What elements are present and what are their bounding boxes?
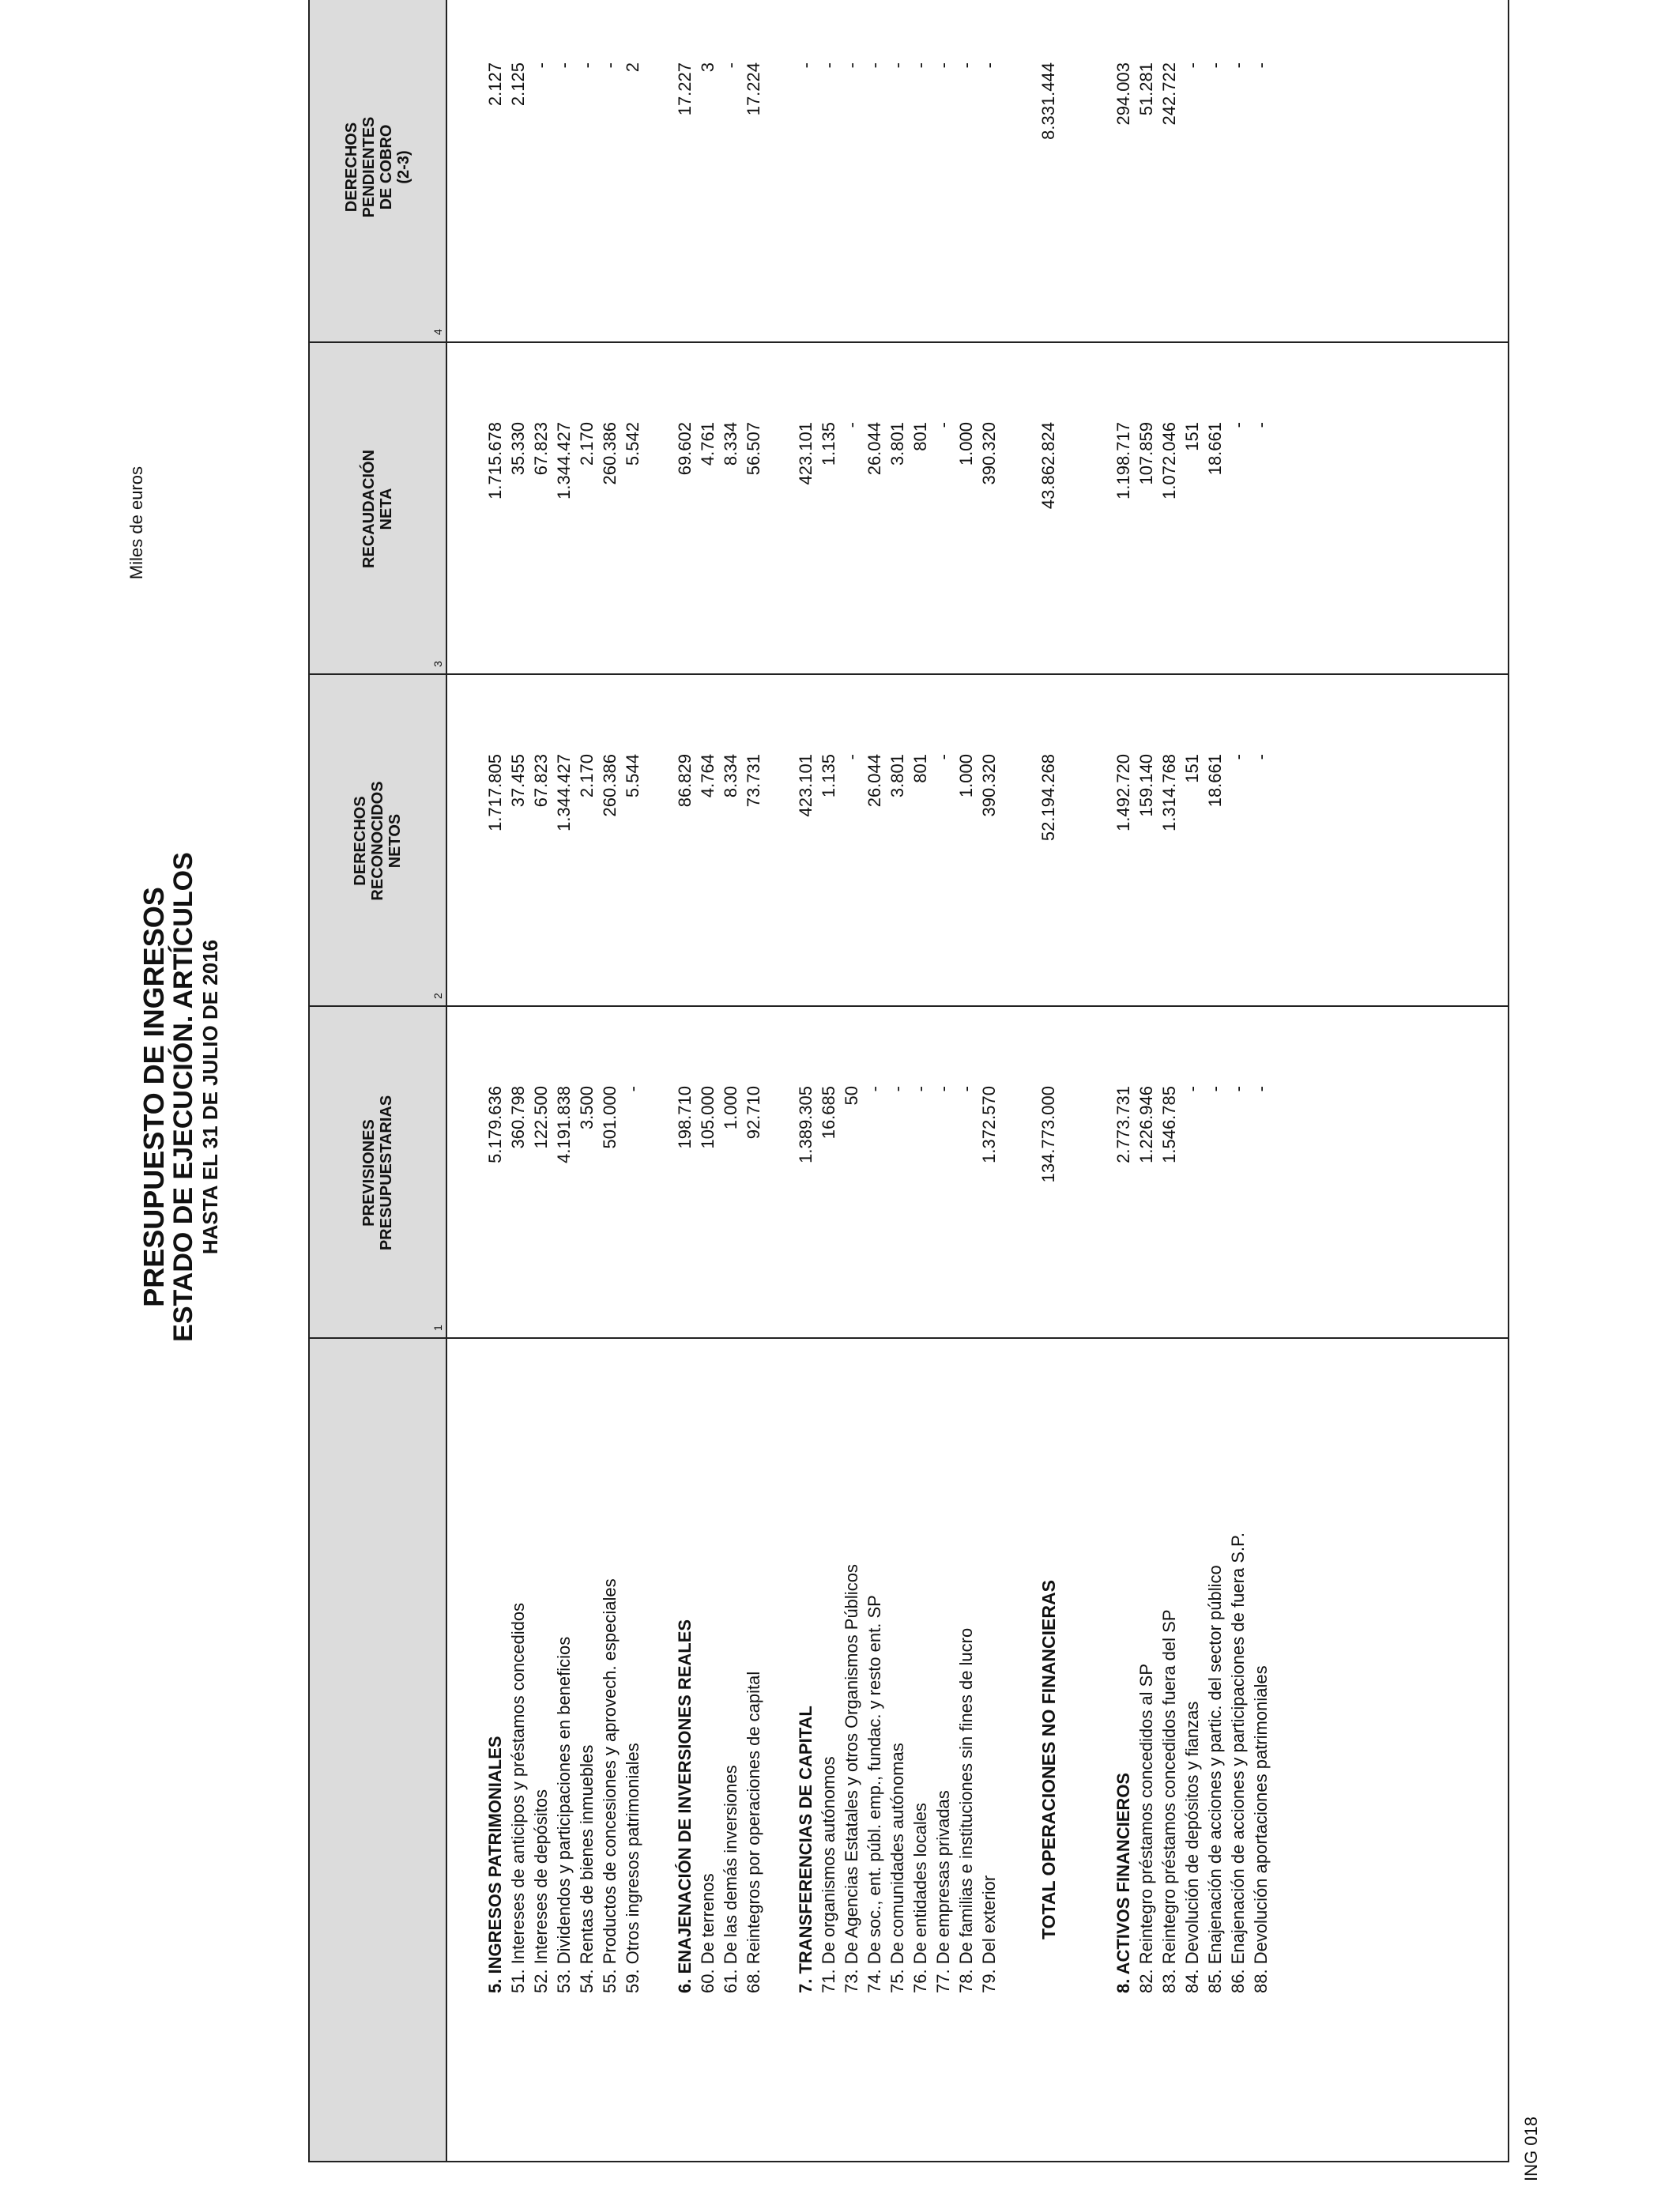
table-row — [719, 0, 743, 2161]
row-label: 7. TRANSFERENCIAS DE CAPITAL — [796, 1706, 816, 1993]
cell-value-col2: 1.314.768 — [1159, 754, 1179, 831]
cell-value-col2: 67.823 — [531, 754, 551, 808]
table-row — [1226, 0, 1250, 2161]
row-label: 79. Del exterior — [979, 1875, 999, 1993]
cell-value-col4: 8.331.444 — [1038, 62, 1058, 140]
table-row — [1181, 0, 1204, 2161]
cell-value-col4: - — [1205, 62, 1225, 69]
cell-value-col1: - — [956, 1086, 976, 1092]
row-label: 78. De familias e instituciones sin fines de lucro — [956, 1627, 976, 1993]
cell-value-col3: 69.602 — [675, 422, 695, 476]
row-label: 84. Devolución de depósitos y fianzas — [1182, 1701, 1202, 1993]
table-row — [1135, 0, 1158, 2161]
section-row — [484, 0, 507, 2161]
cell-value-col1: 1.000 — [721, 1086, 740, 1130]
cell-value-col3: 5.542 — [623, 422, 642, 466]
cell-value-col1: 4.191.838 — [554, 1086, 574, 1163]
table-row — [1203, 0, 1227, 2161]
row-label: 60. De terrenos — [698, 1873, 718, 1993]
table-row — [932, 0, 955, 2161]
cell-value-col3: 390.320 — [979, 422, 999, 485]
table-row — [840, 0, 864, 2161]
cell-value-col3: 801 — [910, 422, 930, 451]
cell-value-col3: 43.862.824 — [1038, 422, 1058, 510]
cell-value-col3: - — [1228, 422, 1248, 428]
cell-value-col3: 56.507 — [744, 422, 763, 476]
cell-value-col4: - — [864, 62, 884, 69]
cell-value-col1: - — [910, 1086, 930, 1092]
cell-value-col4: - — [796, 62, 816, 69]
column-number: 3 — [431, 661, 444, 667]
cell-value-col2: - — [933, 754, 953, 760]
cell-value-col1: - — [1228, 1086, 1248, 1092]
cell-value-col2: 1.717.805 — [485, 754, 505, 831]
total-row — [1037, 0, 1060, 2161]
row-label: 86. Enajenación de acciones y participaciones de fuera S.P. — [1228, 1532, 1248, 1993]
cell-value-col2: 52.194.268 — [1038, 754, 1058, 842]
cell-value-col2: 151 — [1182, 754, 1202, 783]
cell-value-col2: 37.455 — [508, 754, 528, 808]
cell-value-col1: - — [933, 1086, 953, 1092]
cell-value-col1: 3.500 — [577, 1086, 597, 1130]
cell-value-col4: - — [910, 62, 930, 69]
cell-value-col3: 260.386 — [600, 422, 620, 485]
cell-value-col1: 122.500 — [531, 1086, 551, 1149]
cell-value-col1: - — [1182, 1086, 1202, 1092]
cell-value-col1: 50 — [842, 1086, 861, 1106]
cell-value-col3: 26.044 — [864, 422, 884, 476]
cell-value-col4: - — [721, 62, 740, 69]
cell-value-col2: 1.000 — [956, 754, 976, 798]
cell-value-col1: 1.546.785 — [1159, 1086, 1179, 1163]
section-row — [673, 0, 697, 2161]
table-row — [529, 0, 553, 2161]
cell-value-col1: 92.710 — [744, 1086, 763, 1140]
cell-value-col3: 423.101 — [796, 422, 816, 485]
row-label: 74. De soc., ent. públ. emp., fundac. y resto ent. SP — [864, 1595, 884, 1993]
table-row — [977, 0, 1001, 2161]
cell-value-col1: - — [864, 1086, 884, 1092]
row-label: 51. Intereses de anticipos y préstamos concedidos — [508, 1602, 528, 1993]
cell-value-col2: 3.801 — [887, 754, 907, 798]
cell-value-col3: 1.000 — [956, 422, 976, 466]
row-label: 59. Otros ingresos patrimoniales — [623, 1743, 642, 1993]
table-row — [598, 0, 622, 2161]
cell-value-col3: - — [842, 422, 861, 428]
column-header-previsiones: PREVISIONES PRESUPUESTARIAS — [360, 1095, 395, 1251]
section-row — [1112, 0, 1136, 2161]
row-label: 5. INGRESOS PATRIMONIALES — [485, 1736, 505, 1993]
cell-value-col3: 107.859 — [1136, 422, 1156, 485]
cell-value-col4: - — [887, 62, 907, 69]
cell-value-col3: - — [933, 422, 953, 428]
document-code: ING 018 — [1521, 2117, 1541, 2181]
report-subtitle: ESTADO DE EJECUCIÓN. ARTÍCULOS — [168, 852, 198, 1342]
cell-value-col4: - — [956, 62, 976, 69]
table-row — [742, 0, 766, 2161]
cell-value-col2: 260.386 — [600, 754, 620, 817]
cell-value-col3: 1.135 — [819, 422, 838, 466]
cell-value-col3: 8.334 — [721, 422, 740, 466]
cell-value-col2: 26.044 — [864, 754, 884, 808]
column-header-recaudacion: RECAUDACIÓN NETA — [360, 450, 395, 568]
table-row — [1158, 0, 1181, 2161]
table-row — [955, 0, 978, 2161]
cell-value-col2: - — [1228, 754, 1248, 760]
cell-value-col4: 2.127 — [485, 62, 505, 107]
cell-value-col1: - — [1205, 1086, 1225, 1092]
cell-value-col4: 242.722 — [1159, 62, 1179, 126]
cell-value-col2: 73.731 — [744, 754, 763, 808]
header-divider — [446, 0, 447, 2161]
cell-value-col2: 2.170 — [577, 754, 597, 798]
row-label: 54. Rentas de bienes inmuebles — [577, 1744, 597, 1993]
cell-value-col4: - — [554, 62, 574, 69]
row-label: 76. De entidades locales — [910, 1803, 930, 1993]
cell-value-col2: 390.320 — [979, 754, 999, 817]
table-row — [1249, 0, 1273, 2161]
cell-value-col1: 1.226.946 — [1136, 1086, 1156, 1163]
row-label: 77. De empresas privadas — [933, 1790, 953, 1993]
cell-value-col3: 1.198.717 — [1113, 422, 1133, 499]
report-date-line: HASTA EL 31 DE JULIO DE 2016 — [198, 939, 222, 1255]
column-number: 4 — [431, 329, 444, 335]
cell-value-col2: 159.140 — [1136, 754, 1156, 817]
column-header-derechos-reconocidos: DERECHOS RECONOCIDOS NETOS — [352, 781, 404, 901]
cell-value-col2: 5.544 — [623, 754, 642, 798]
units-label: Miles de euros — [126, 466, 146, 580]
cell-value-col1: 5.179.636 — [485, 1086, 505, 1163]
column-header-pendientes: DERECHOS PENDIENTES DE COBRO (2-3) — [343, 116, 412, 218]
cell-value-col3: - — [1251, 422, 1271, 428]
cell-value-col4: 17.227 — [675, 62, 695, 116]
cell-value-col1: 198.710 — [675, 1086, 695, 1149]
table-row — [696, 0, 720, 2161]
cell-value-col4: 2.125 — [508, 62, 528, 107]
table-row — [909, 0, 932, 2161]
cell-value-col4: - — [842, 62, 861, 69]
row-label: 55. Productos de concesiones y aprovech. especiales — [600, 1578, 620, 1993]
cell-value-col2: 18.661 — [1205, 754, 1225, 808]
table-row — [621, 0, 645, 2161]
cell-value-col3: 3.801 — [887, 422, 907, 466]
cell-value-col4: 51.281 — [1136, 62, 1156, 116]
cell-value-col4: - — [1228, 62, 1248, 69]
cell-value-col3: 4.761 — [698, 422, 718, 466]
cell-value-col2: 86.829 — [675, 754, 695, 808]
cell-value-col1: 1.389.305 — [796, 1086, 816, 1163]
row-label: 82. Reintegro préstamos concedidos al SP — [1136, 1663, 1156, 1993]
row-label: 73. De Agencias Estatales y otros Organismos Públicos — [842, 1564, 861, 1993]
cell-value-col3: 1.715.678 — [485, 422, 505, 499]
table-row — [817, 0, 841, 2161]
row-label: 53. Dividendos y participaciones en beneficios — [554, 1636, 574, 1993]
cell-value-col4: 2 — [623, 62, 642, 73]
cell-value-col4: - — [577, 62, 597, 69]
row-label: 88. Devolución aportaciones patrimoniales — [1251, 1665, 1271, 1993]
cell-value-col4: - — [819, 62, 838, 69]
row-label: 85. Enajenación de acciones y partic. del sector público — [1205, 1565, 1225, 1993]
cell-value-col1: 105.000 — [698, 1086, 718, 1149]
cell-value-col4: - — [600, 62, 620, 69]
cell-value-col4: - — [979, 62, 999, 69]
cell-value-col2: 8.334 — [721, 754, 740, 798]
cell-value-col1: 1.372.570 — [979, 1086, 999, 1163]
table-row — [863, 0, 887, 2161]
cell-value-col2: - — [842, 754, 861, 760]
table-row — [886, 0, 910, 2161]
table-row — [575, 0, 599, 2161]
cell-value-col3: 1.072.046 — [1159, 422, 1179, 499]
cell-value-col1: 2.773.731 — [1113, 1086, 1133, 1163]
cell-value-col3: 67.823 — [531, 422, 551, 476]
row-label: 8. ACTIVOS FINANCIEROS — [1113, 1772, 1133, 1993]
row-label: 68. Reintegros por operaciones de capital — [744, 1671, 763, 1993]
cell-value-col3: 151 — [1182, 422, 1202, 451]
cell-value-col4: 294.003 — [1113, 62, 1133, 126]
row-label: 83. Reintegro préstamos concedidos fuera del SP — [1159, 1609, 1179, 1993]
cell-value-col1: 134.773.000 — [1038, 1086, 1058, 1183]
row-label: 61. De las demás inversiones — [721, 1765, 740, 1993]
row-label: 6. ENAJENACIÓN DE INVERSIONES REALES — [675, 1619, 695, 1993]
cell-value-col1: 501.000 — [600, 1086, 620, 1149]
cell-value-col4: - — [1182, 62, 1202, 69]
report-title: PRESUPUESTO DE INGRESOS — [137, 887, 170, 1307]
cell-value-col3: 35.330 — [508, 422, 528, 476]
cell-value-col2: 1.344.427 — [554, 754, 574, 831]
row-label: 71. De organismos autónomos — [819, 1756, 838, 1993]
column-number: 2 — [431, 993, 444, 999]
cell-value-col2: 801 — [910, 754, 930, 783]
budget-table — [308, 0, 1509, 2162]
cell-value-col4: - — [933, 62, 953, 69]
cell-value-col1: - — [623, 1086, 642, 1092]
cell-value-col1: 360.798 — [508, 1086, 528, 1149]
table-row — [507, 0, 530, 2161]
cell-value-col2: - — [1251, 754, 1271, 760]
section-row — [794, 0, 818, 2161]
row-label: 52. Intereses de depósitos — [531, 1789, 551, 1993]
cell-value-col4: - — [1251, 62, 1271, 69]
cell-value-col2: 4.764 — [698, 754, 718, 798]
cell-value-col2: 1.492.720 — [1113, 754, 1133, 831]
cell-value-col4: 3 — [698, 62, 718, 73]
row-label: TOTAL OPERACIONES NO FINANCIERAS — [1038, 1580, 1059, 1940]
cell-value-col2: 423.101 — [796, 754, 816, 817]
column-number: 1 — [431, 1325, 444, 1331]
cell-value-col3: 1.344.427 — [554, 422, 574, 499]
cell-value-col3: 18.661 — [1205, 422, 1225, 476]
cell-value-col2: 1.135 — [819, 754, 838, 798]
table-row — [552, 0, 576, 2161]
cell-value-col4: 17.224 — [744, 62, 763, 116]
cell-value-col1: 16.685 — [819, 1086, 838, 1140]
cell-value-col3: 2.170 — [577, 422, 597, 466]
cell-value-col1: - — [887, 1086, 907, 1092]
cell-value-col1: - — [1251, 1086, 1271, 1092]
row-label: 75. De comunidades autónomas — [887, 1743, 907, 1993]
cell-value-col4: - — [531, 62, 551, 69]
